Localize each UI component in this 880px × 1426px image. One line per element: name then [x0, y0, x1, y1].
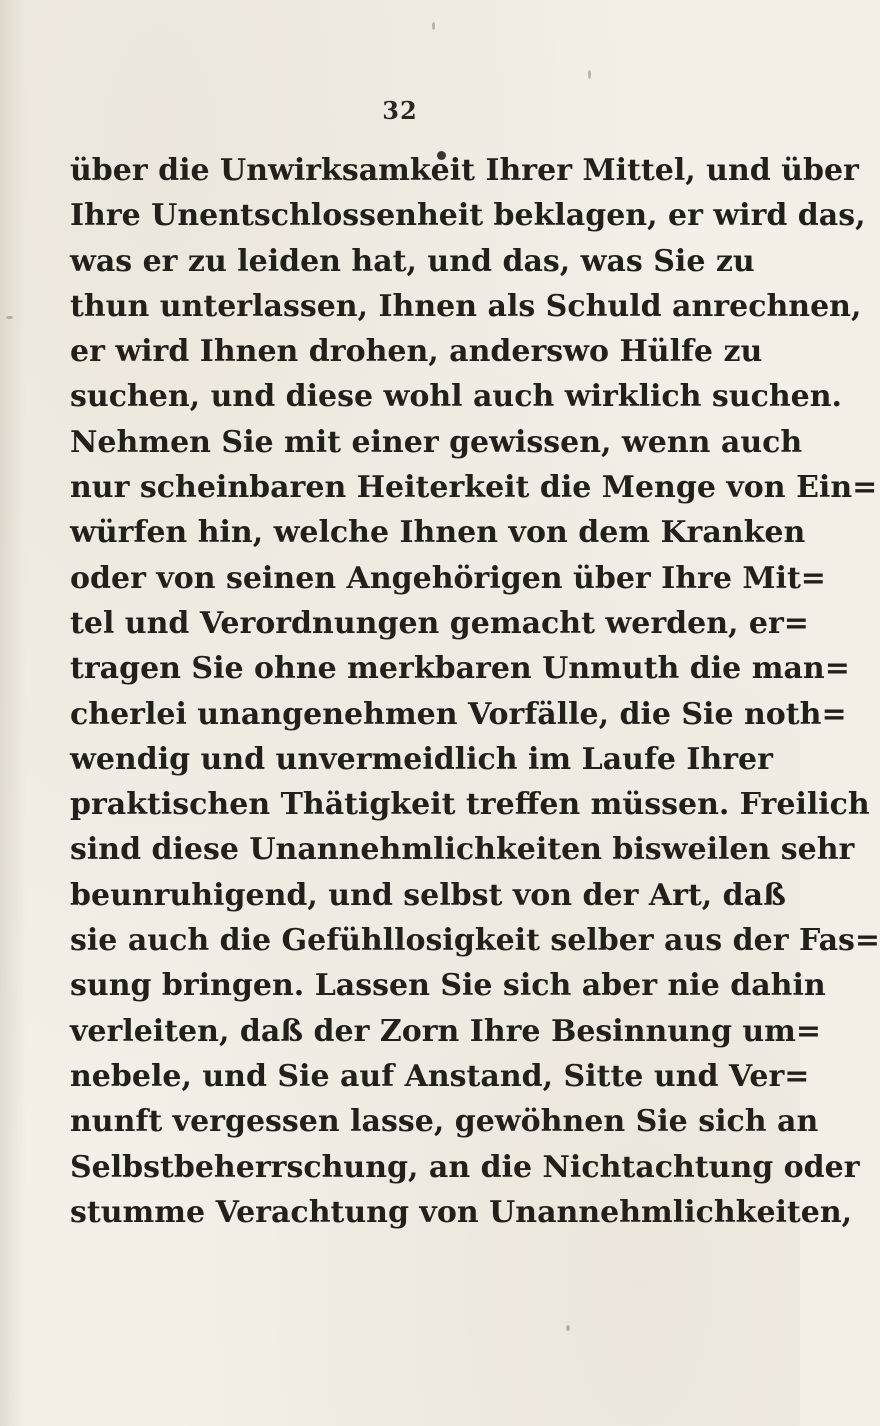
text-line: suchen, und diese wohl auch wirklich suchen. [70, 379, 843, 415]
text-line: praktischen Thätigkeit treffen müssen. Freilich [70, 787, 870, 823]
body-text [70, 148, 880, 1235]
text-line: was er zu leiden hat, und das, was Sie zu [70, 243, 755, 279]
text-line: nur scheinbaren Heiterkeit die Menge von Ein= [70, 470, 878, 506]
text-line: würfen hin, welche Ihnen von dem Kranken [70, 515, 806, 551]
text-line: über die Unwirksamkeit Ihrer Mittel, und über [70, 153, 859, 188]
text-line: sung bringen. Lassen Sie sich aber nie dahin [70, 968, 826, 1004]
text-line: wendig und unvermeidlich im Laufe Ihrer [70, 741, 773, 777]
paper-speck [566, 1325, 570, 1331]
page-edge-shadow [0, 0, 26, 1426]
page-number-text: 32 [382, 96, 418, 125]
page-number [0, 96, 800, 125]
text-line: Ihre Unentschlossenheit beklagen, er wird das, [70, 198, 866, 234]
text-line: stumme Verachtung von Unannehmlichkeiten, [70, 1194, 853, 1230]
paper-speck [432, 22, 435, 30]
text-line: Selbstbeherrschung, an die Nichtachtung oder [70, 1149, 860, 1185]
text-line: er wird Ihnen drohen, anderswo Hülfe zu [70, 334, 763, 370]
text-line: sind diese Unannehmlichkeiten bisweilen sehr [70, 832, 855, 868]
paper-speck [588, 70, 591, 79]
text-line: thun unterlassen, Ihnen als Schuld anrechnen, [70, 288, 862, 324]
text-line: nunft vergessen lasse, gewöhnen Sie sich an [70, 1104, 819, 1140]
text-line: cherlei unangenehmen Vorfälle, die Sie noth= [70, 696, 847, 732]
text-line: nebele, und Sie auf Anstand, Sitte und Ver= [70, 1058, 810, 1094]
text-line: Nehmen Sie mit einer gewissen, wenn auch [70, 424, 803, 460]
text-line: oder von seinen Angehörigen über Ihre Mit= [70, 560, 826, 596]
text-line: sie auch die Gefühllosigkeit selber aus der Fas= [70, 923, 880, 959]
text-line: beunruhigend, und selbst von der Art, daß [70, 877, 786, 913]
text-line: verleiten, daß der Zorn Ihre Besinnung um= [70, 1013, 822, 1049]
text-line: tel und Verordnungen gemacht werden, er= [70, 605, 809, 641]
text-line: tragen Sie ohne merkbaren Unmuth die man= [70, 651, 850, 687]
paper-speck [6, 316, 13, 319]
